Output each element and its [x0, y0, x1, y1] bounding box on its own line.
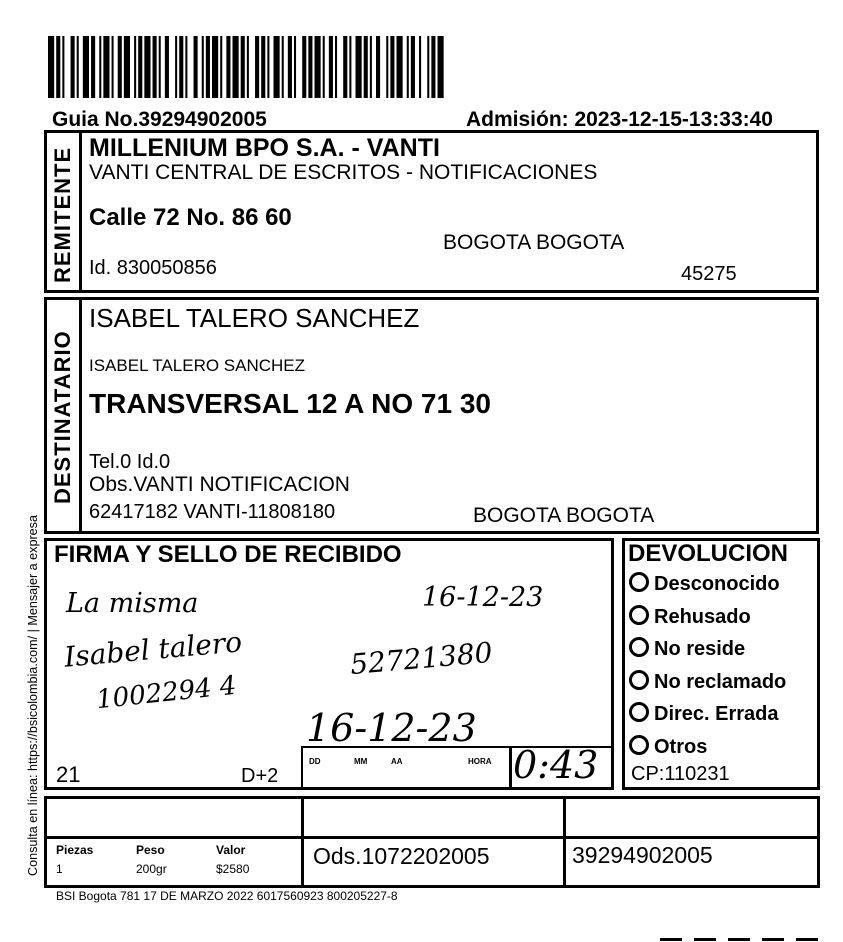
option-rehusado[interactable] — [629, 605, 786, 638]
guia-number: Guia No.39294902005 — [52, 108, 267, 131]
radio-circle-icon — [629, 702, 649, 722]
handwritten-date-1: 16-12-23 — [422, 582, 544, 613]
radio-circle-icon — [629, 572, 649, 592]
destinatario-name-secondary: ISABEL TALERO SANCHEZ — [89, 356, 306, 375]
destinatario-divider — [79, 300, 82, 531]
barcode-bar — [124, 36, 130, 98]
barcode-bar — [220, 36, 222, 98]
handwritten-name-2: Isabel talero — [62, 625, 244, 674]
handwritten-id: 1002294 4 — [94, 670, 238, 716]
barcode-bar — [323, 36, 325, 98]
cut-line — [660, 938, 830, 941]
destinatario-tel: Tel.0 Id.0 — [89, 451, 171, 473]
radio-circle-icon — [629, 670, 649, 690]
barcode-bar — [335, 36, 337, 98]
radio-circle-icon — [629, 735, 649, 755]
option-label: Rehusado — [654, 605, 751, 628]
barcode-bar — [226, 36, 230, 98]
barcode-bar — [397, 36, 403, 98]
handwritten-number: 52721380 — [348, 635, 494, 682]
admision-date: Admisión: 2023-12-15-13:33:40 — [466, 108, 773, 131]
remitente-id: Id. 830050856 — [89, 257, 217, 279]
barcode-bar — [261, 36, 265, 98]
ods-number: Ods.1072202005 — [313, 843, 490, 869]
barcode-bar — [349, 36, 351, 98]
barcode-bar — [175, 36, 177, 98]
barcode-bar — [241, 36, 245, 98]
barcode-bar — [282, 36, 284, 98]
barcode-bar — [206, 36, 210, 98]
devolucion-options — [629, 572, 786, 767]
option-label: Direc. Errada — [654, 703, 779, 725]
barcode-bar — [255, 36, 259, 98]
barcode-bar — [202, 36, 204, 98]
barcode-bar — [165, 36, 169, 98]
barcode-bar — [185, 36, 187, 98]
handwritten-date-2: 16-12-23 — [306, 706, 477, 750]
barcode-bar — [153, 36, 157, 98]
barcode-bar — [274, 36, 280, 98]
remitente-city: BOGOTA BOGOTA — [443, 231, 625, 254]
destinatario-obs: Obs.VANTI NOTIFICACION — [89, 473, 350, 496]
remitente-divider — [79, 133, 82, 290]
remitente-code: 45275 — [681, 263, 737, 285]
destinatario-ref: 62417182 VANTI-11808180 — [89, 501, 336, 523]
barcode-bar — [62, 36, 64, 98]
barcode-bar — [288, 36, 292, 98]
option-label: Desconocido — [654, 573, 780, 595]
hora-divider — [509, 746, 512, 788]
remitente-dept: VANTI CENTRAL DE ESCRITOS - NOTIFICACIONES — [89, 161, 598, 184]
barcode-bar — [134, 36, 136, 98]
remitente-label: REMITENTE — [50, 146, 75, 283]
barcode-bar — [194, 36, 198, 98]
barcode-bar — [427, 36, 429, 98]
barcode-bar — [247, 36, 249, 98]
bottom-grid-vline-1 — [301, 799, 304, 885]
handwritten-time: 0:43 — [513, 743, 599, 787]
handwritten-name-1: La misma — [66, 588, 199, 619]
barcode-bar — [138, 36, 142, 98]
barcode-bar — [386, 36, 388, 98]
bottom-grid-vline-2 — [563, 799, 566, 885]
footer-text: BSI Bogota 781 17 DE MARZO 2022 6017560923 800205227-8 — [56, 889, 398, 903]
valor-label: Valor — [216, 843, 246, 857]
barcode-bar — [144, 36, 150, 98]
barcode-bar — [390, 36, 394, 98]
remitente-address: Calle 72 No. 86 60 — [89, 204, 292, 231]
barcode-bar — [356, 36, 362, 98]
barcode-bar — [431, 36, 435, 98]
barcode-bar — [83, 36, 89, 98]
peso-value: 200gr — [136, 862, 167, 876]
radio-circle-icon — [629, 605, 649, 625]
barcode-bar — [294, 36, 296, 98]
barcode-bar — [419, 36, 421, 98]
destinatario-label: DESTINATARIO — [50, 330, 75, 504]
devolucion-cp: CP:110231 — [631, 763, 730, 785]
barcode-bar — [179, 36, 183, 98]
date-label-aa: AA — [391, 757, 403, 766]
barcode-bar — [77, 36, 79, 98]
barcode-bar — [71, 36, 75, 98]
option-label: No reside — [654, 638, 746, 660]
option-label: No reclamado — [654, 670, 787, 693]
remitente-name: MILLENIUM BPO S.A. - VANTI — [89, 134, 440, 162]
destinatario-name: ISABEL TALERO SANCHEZ — [89, 303, 420, 333]
barcode-bar — [438, 36, 444, 98]
peso-label: Peso — [136, 843, 165, 857]
barcode-bar — [302, 36, 306, 98]
bottom-grid-hline — [47, 836, 817, 839]
barcode-bar — [308, 36, 312, 98]
barcode-bar — [56, 36, 60, 98]
firma-title: FIRMA Y SELLO DE RECIBIDO — [54, 541, 402, 568]
barcode-bar — [99, 36, 101, 98]
barcode-bar — [376, 36, 380, 98]
box-number: 21 — [56, 762, 81, 787]
destinatario-city: BOGOTA BOGOTA — [473, 504, 655, 527]
piezas-label: Piezas — [56, 843, 94, 857]
radio-circle-icon — [629, 637, 649, 657]
valor-value: $2580 — [216, 862, 250, 876]
barcode-bar — [407, 36, 409, 98]
barcode-bar — [212, 36, 218, 98]
side-text: Consulta en línea: https://bsicolombia.com/ | Mensajer a expresa — [26, 515, 40, 876]
option-direc-errada[interactable] — [629, 702, 786, 735]
barcode-bar — [343, 36, 347, 98]
barcode-bar — [364, 36, 368, 98]
date-label-hora: HORA — [468, 757, 492, 766]
barcode-bar — [267, 36, 269, 98]
option-label: Otros — [654, 735, 708, 758]
barcode-bar — [112, 36, 114, 98]
option-desconocido[interactable] — [629, 572, 786, 605]
barcode-bar — [91, 36, 95, 98]
barcode-bar — [103, 36, 109, 98]
guia-number-bottom: 39294902005 — [572, 842, 713, 868]
barcode-bar — [233, 36, 239, 98]
barcode-bar — [159, 36, 161, 98]
barcode — [48, 36, 660, 98]
piezas-value: 1 — [56, 862, 63, 876]
devolucion-title: DEVOLUCION — [628, 540, 789, 567]
barcode-bar — [370, 36, 372, 98]
barcode-bar — [411, 36, 415, 98]
date-label-dd: DD — [309, 757, 321, 766]
date-label-mm: MM — [354, 757, 368, 766]
destinatario-address: TRANSVERSAL 12 A NO 71 30 — [89, 388, 491, 419]
barcode-bar — [48, 36, 54, 98]
barcode-bar — [118, 36, 122, 98]
box-dplus: D+2 — [241, 765, 279, 787]
barcode-bar — [315, 36, 321, 98]
barcode-bar — [329, 36, 333, 98]
option-no-reclamado[interactable] — [629, 670, 786, 703]
option-no-reside[interactable] — [629, 637, 786, 670]
